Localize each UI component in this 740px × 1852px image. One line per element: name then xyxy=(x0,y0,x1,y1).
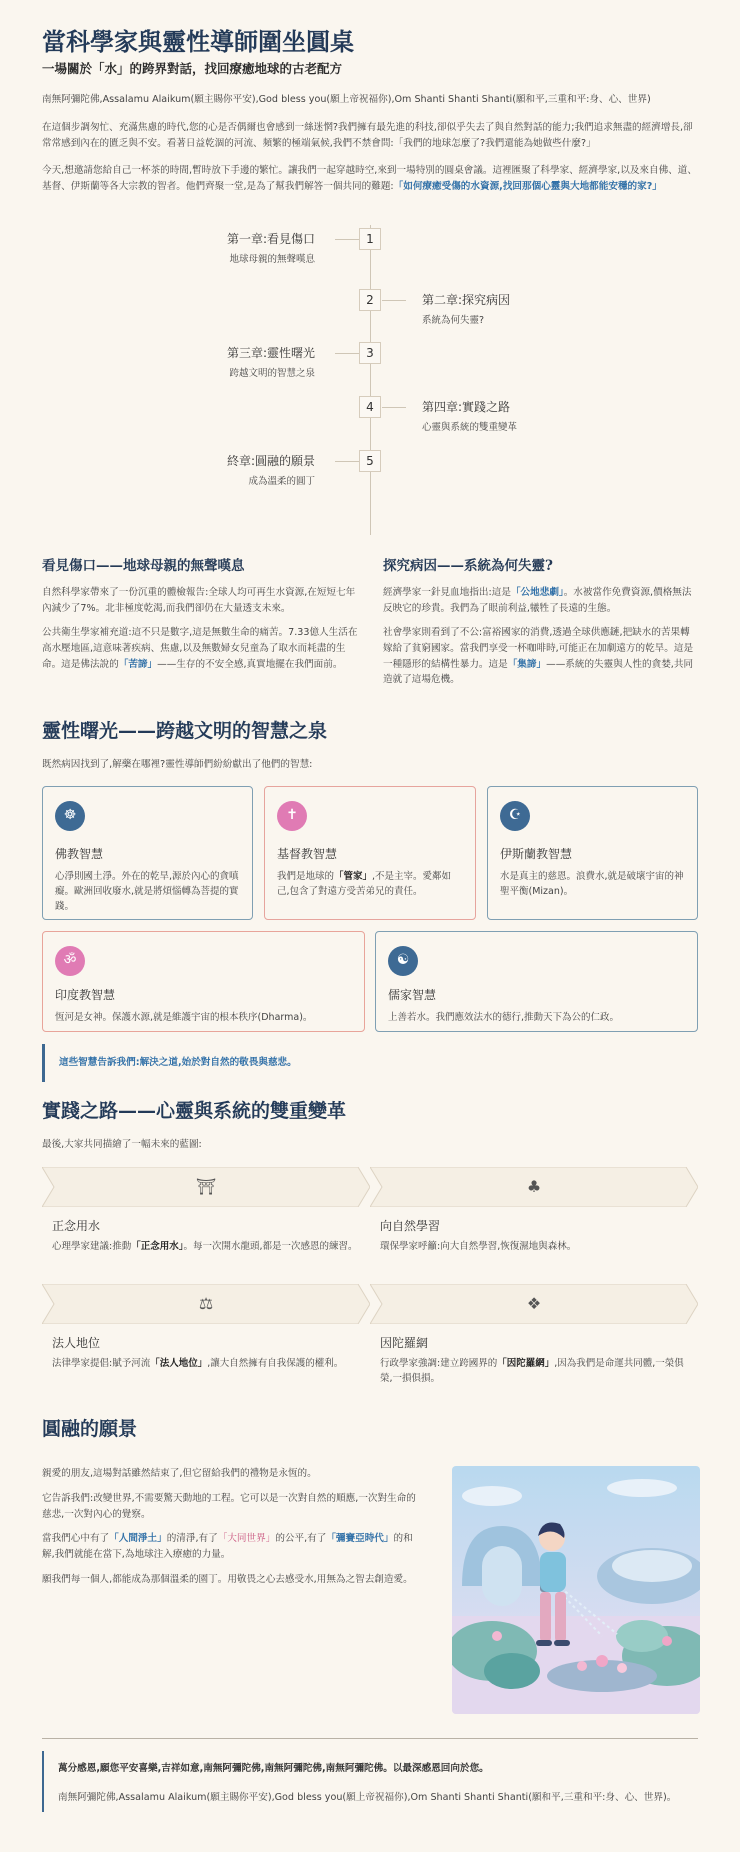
dukkha-highlight: 「苦諦」 xyxy=(118,658,158,670)
card-text: 心淨則國土淨。外在的乾旱,源於內心的貪嗔癡。歐洲回收廢水,就是將煩惱轉為菩提的實踐。 xyxy=(55,870,239,913)
timeline-node-1[interactable]: 1 xyxy=(359,228,381,250)
cause-paragraph-1-text: 經濟學家一針見血地指出:這是 xyxy=(383,587,511,599)
timeline-line xyxy=(370,225,371,535)
meditation-icon: ⛩ xyxy=(195,1176,217,1196)
practice-arrow-2 xyxy=(370,1167,698,1207)
practice-title-2: 向自然學習 xyxy=(380,1219,441,1233)
great-harmony-highlight: 「大同世界」 xyxy=(217,1533,276,1545)
indra-net-highlight: 「因陀羅網」 xyxy=(497,1358,555,1369)
wisdom-quote: 這些智慧告訴我們:解決之道,始於對自然的敬畏與慈悲。 xyxy=(42,1044,698,1082)
wisdom-intro: 既然病因找到了,解藥在哪裡?靈性導師們紛紛獻出了他們的智慧: xyxy=(42,759,313,771)
vision-heading: 圓融的願景 xyxy=(42,1418,138,1440)
timeline-node-5[interactable]: 5 xyxy=(359,450,381,472)
page-title: 當科學家與靈性導師圍坐圓桌 xyxy=(42,27,354,56)
vision-paragraph-4: 願我們每一個人,都能成為那個溫柔的園丁。用敬畏之心去感受水,用無為之智去創造愛。 xyxy=(42,1574,413,1586)
practice-arrow-1 xyxy=(42,1167,370,1207)
wound-paragraph-2 xyxy=(42,625,358,672)
vision-text xyxy=(42,1466,423,1588)
practice-text-3-start: 法律學家提倡:賦予河流 xyxy=(52,1358,151,1369)
timeline-connector xyxy=(335,461,359,462)
timeline-title-4: 第四章:實踐之路 xyxy=(422,400,511,414)
vision-paragraph-1: 親愛的朋友,這場對話雖然結束了,但它留給我們的禮物是永恆的。 xyxy=(42,1468,317,1479)
tragedy-commons-highlight: 「公地悲劇」 xyxy=(510,587,564,599)
intro-question-highlight: 「如何療癒受傷的水資源,找回那個心靈與大地都能安穩的家?」 xyxy=(393,181,662,193)
samudaya-highlight: 「集諦」 xyxy=(507,658,547,670)
steward-highlight: 「管家」 xyxy=(334,870,373,882)
practice-arrow-4 xyxy=(370,1284,698,1324)
gardener-illustration xyxy=(452,1466,700,1714)
practice-intro: 最後,大家共同描繪了一幅未來的藍圖: xyxy=(42,1139,202,1151)
timeline-subtitle-3: 跨越文明的智慧之泉 xyxy=(229,368,315,379)
hinduism-card xyxy=(42,931,365,1032)
vision-p3-b: 的清淨,有了 xyxy=(166,1533,218,1545)
nature-icon: ♣ xyxy=(526,1176,542,1196)
yin-yang-icon: ☯ xyxy=(388,946,418,976)
timeline-subtitle-2: 系統為何失靈? xyxy=(422,315,485,326)
timeline-title-1: 第一章:看見傷口 xyxy=(226,232,315,246)
mosque-icon: ☪ xyxy=(500,801,530,831)
wound-paragraph-1: 自然科學家帶來了一份沉重的體檢報告:全球人均可再生水資源,在短短七年內減少了7%。北非極度乾渴,而我們卻仍在大量透支未來。 xyxy=(42,587,356,615)
card-text: 水是真主的慈恩。浪費水,就是破壞宇宙的神聖平衡(Mizan)。 xyxy=(500,870,684,897)
cause-paragraph-1-end: 。水被當作免費資源,價格無法反映它的珍貴。我們為了眼前利益,犧牲了長遠的生態。 xyxy=(383,587,692,615)
timeline-title-5: 終章:圓融的願景 xyxy=(226,454,315,468)
card-title: 印度教智慧 xyxy=(55,988,116,1002)
card-text: 上善若水。我們應效法水的德行,推動天下為公的仁政。 xyxy=(388,1011,620,1023)
christianity-card xyxy=(264,786,476,920)
pure-land-highlight: 「人間淨土」 xyxy=(109,1533,167,1545)
practice-text-4-start: 行政學家強調:建立跨國界的 xyxy=(380,1358,498,1369)
practice-text-3 xyxy=(52,1356,362,1371)
cause-section xyxy=(383,555,699,688)
lotus-icon: ☸ xyxy=(55,801,85,831)
practice-text-1-start: 心理學家建議:推動 xyxy=(52,1241,132,1252)
wound-paragraph-2-text: 公共衛生學家補充道:這不只是數字,這是無數生命的痛苦。7.33億人生活在高水壓地區,這意味著疾病、焦慮,以及無數婦女兒童為了取水而耗盡的生命。這是佛法說的 xyxy=(42,626,358,670)
timeline-node-2[interactable]: 2 xyxy=(359,289,381,311)
practice-text-1 xyxy=(52,1239,362,1254)
legal-person-highlight: 「法人地位」 xyxy=(150,1358,208,1369)
intro-paragraph-2 xyxy=(42,163,698,195)
footer-greeting: 南無阿彌陀佛,Assalamu Alaikum(願主賜你平安),God bless you(願上帝祝福你),Om Shanti Shanti Shanti(願和平,三重和平:身、心、世界)。 xyxy=(58,1791,677,1803)
timeline-subtitle-4: 心靈與系統的雙重變革 xyxy=(422,422,518,433)
intro-paragraph-2-text: 今天,想邀請您給自己一杯茶的時間,暫時放下手邊的繁忙。讓我們一起穿越時空,來到一場特別的圓桌會議。這裡匯聚了科學家、經濟學家,以及來自佛、道、基督、伊斯蘭等各大宗教的智者。他們齊聚一堂,是為了幫我們解答一個共同的難題: xyxy=(42,165,697,193)
cause-paragraph-2-text: 社會學家則看到了不公:富裕國家的消費,透過全球供應鏈,把缺水的苦果轉嫁給了貧窮國家。當我們享受一杯咖啡時,可能正在加劇遠方的乾旱。這是一種隱形的結構性暴力。這是 xyxy=(383,626,694,670)
card-title: 基督教智慧 xyxy=(277,847,338,861)
cross-icon: ✝ xyxy=(277,801,307,831)
card-title: 儒家智慧 xyxy=(388,988,437,1002)
timeline-connector xyxy=(335,239,359,240)
timeline-node-4[interactable]: 4 xyxy=(359,396,381,418)
practice-title-4: 因陀羅網 xyxy=(380,1336,429,1350)
cause-paragraph-2 xyxy=(383,625,699,688)
vision-p3-c: 的公平,有了 xyxy=(275,1533,327,1545)
timeline-connector xyxy=(335,353,359,354)
card-text-start: 我們是地球的 xyxy=(277,870,335,882)
vision-paragraph-3 xyxy=(42,1531,423,1563)
messianic-age-highlight: 「彌賽亞時代」 xyxy=(326,1533,394,1545)
timeline-connector xyxy=(382,407,406,408)
timeline-subtitle-1: 地球母親的無聲嘆息 xyxy=(229,254,315,265)
card-text-end: ,不是主宰。愛鄰如己,包含了對遠方受苦弟兄的責任。 xyxy=(277,870,452,897)
net-icon: ❖ xyxy=(526,1293,542,1313)
vision-p3-d: 的和解,我們就能在當下,為地球注入療癒的力量。 xyxy=(42,1533,413,1561)
footer-blessing: 萬分感恩,願您平安喜樂,吉祥如意,南無阿彌陀佛,南無阿彌陀佛,南無阿彌陀佛。以最深感恩回向於您。 xyxy=(58,1763,489,1774)
card-title: 佛教智慧 xyxy=(55,847,104,861)
islam-card xyxy=(487,786,698,920)
wound-heading: 看見傷口——地球母親的無聲嘆息 xyxy=(42,558,245,574)
mindful-water-highlight: 「正念用水」 xyxy=(131,1241,184,1252)
cause-heading: 探究病因——系統為何失靈? xyxy=(383,558,553,574)
footer xyxy=(42,1738,698,1812)
wisdom-heading: 靈性曙光——跨越文明的智慧之泉 xyxy=(42,720,328,742)
timeline-title-2: 第二章:探究病因 xyxy=(422,293,511,307)
scales-icon: ⚖ xyxy=(198,1293,214,1313)
practice-text-4 xyxy=(380,1356,692,1386)
vision-p3-a: 當我們心中有了 xyxy=(42,1533,110,1545)
card-text: 恆河是女神。保護水源,就是維護宇宙的根本秩序(Dharma)。 xyxy=(55,1011,313,1023)
card-title: 伊斯蘭教智慧 xyxy=(500,847,573,861)
om-icon: ॐ xyxy=(55,946,85,976)
page-subtitle: 一場關於「水」的跨界對話，找回療癒地球的古老配方 xyxy=(42,61,343,77)
vision-paragraph-2: 它告訴我們:改變世界,不需要驚天動地的工程。它可以是一次對自然的順應,一次對生命的慈悲,一次對內心的覺察。 xyxy=(42,1492,416,1520)
practice-heading: 實踐之路——心靈與系統的雙重變革 xyxy=(42,1100,347,1122)
wound-section xyxy=(42,555,358,672)
practice-arrow-3 xyxy=(42,1284,370,1324)
practice-text-4-end: ,因為我們是命運共同體,一榮俱榮,一損俱損。 xyxy=(380,1358,684,1385)
practice-title-3: 法人地位 xyxy=(52,1336,101,1350)
timeline-title-3: 第三章:靈性曙光 xyxy=(226,346,315,360)
practice-text-3-end: ,讓大自然擁有自我保護的權利。 xyxy=(207,1358,344,1369)
timeline-node-3[interactable]: 3 xyxy=(359,342,381,364)
timeline-connector xyxy=(382,300,406,301)
wound-paragraph-2-end: ——生存的不安全感,真實地擺在我們面前。 xyxy=(157,658,343,670)
confucianism-card xyxy=(375,931,698,1032)
practice-text-2: 環保學家呼籲:向大自然學習,恢復濕地與森林。 xyxy=(380,1241,577,1252)
practice-title-1: 正念用水 xyxy=(52,1219,101,1233)
intro-paragraph-1: 在這個步調匆忙、充滿焦慮的時代,您的心是否偶爾也會感到一絲迷惘?我們擁有最先進的科技,卻似乎失去了與自然對話的能力;我們追求無盡的經濟增長,卻常常感到內在的匱乏與不安。看著日益乾涸的河流、頻繁的極端氣候,我們不禁會問:「我們的地球怎麼了?我們還能為她做些什麼?」 xyxy=(42,121,693,149)
cause-paragraph-2-end: ——系統的失靈與人性的貪婪,共同造就了這場危機。 xyxy=(383,658,694,686)
buddhism-card xyxy=(42,786,253,920)
card-text xyxy=(277,869,463,899)
greeting-text: 南無阿彌陀佛,Assalamu Alaikum(願主賜你平安),God bless you(願上帝祝福你),Om Shanti Shanti Shanti(願和平,三重和平:身、心、世界) xyxy=(42,94,651,105)
practice-text-1-end: 。每一次開水龍頭,都是一次感恩的練習。 xyxy=(183,1241,358,1252)
cause-paragraph-1 xyxy=(383,585,699,617)
timeline-subtitle-5: 成為溫柔的圓丁 xyxy=(248,476,315,487)
